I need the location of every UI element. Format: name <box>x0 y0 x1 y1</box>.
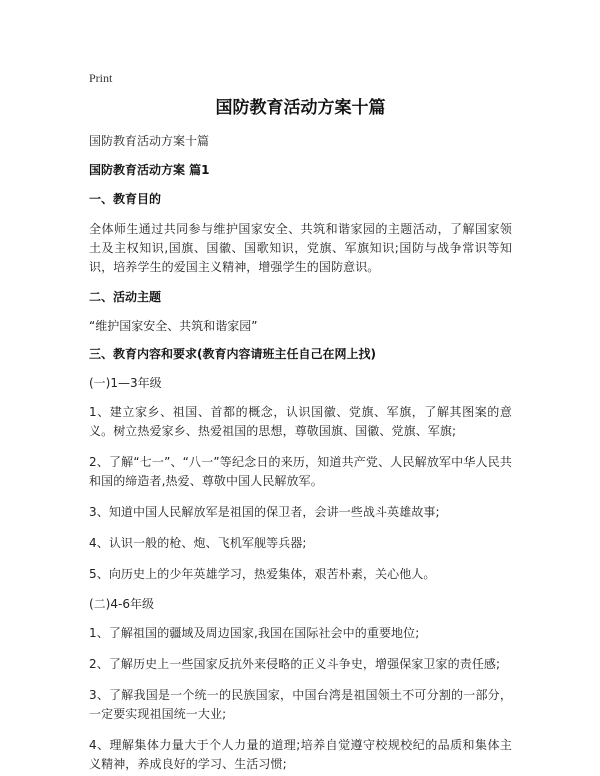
list-item: 2、了解历史上一些国家反抗外来侵略的正义斗争史，增强保家卫家的责任感; <box>89 657 501 671</box>
grade-label-4-6: (二)4-6年级 <box>89 597 154 611</box>
section-text-purpose: 全体师生通过共同参与维护国家安全、共筑和谐家园的主题活动，了解国家领土及主权知识,国旗、国徽、国歌知识，党旗、军旗知识;国防与战争常识等知识，培养学生的爱国主义精神，增强学生的国防意识。 <box>89 222 512 274</box>
list-item: 1、了解祖国的疆域及周边国家,我国在国际社会中的重要地位; <box>89 626 420 640</box>
section-heading-purpose: 一、教育目的 <box>89 192 162 206</box>
document-title: 国防教育活动方案十篇 <box>215 98 386 118</box>
section-heading-theme: 二、活动主题 <box>89 290 162 304</box>
section-heading-content: 三、教育内容和要求(教育内容请班主任自己在网上找) <box>89 347 376 361</box>
list-item: 3、了解我国是一个统一的民族国家，中国台湾是祖国领土不可分割的一部分，一定要实现祖国统一大业; <box>89 688 512 721</box>
document-subtitle: 国防教育活动方案十篇 <box>89 134 210 148</box>
grade-label-1-3: (一)1—3年级 <box>89 376 162 390</box>
list-item: 3、知道中国人民解放军是祖国的保卫者，会讲一些战斗英雄故事; <box>89 505 440 519</box>
list-item: 4、认识一般的枪、炮、飞机军舰等兵器; <box>89 536 307 550</box>
list-item: 4、理解集体力量大于个人力量的道理;培养自觉遵守校规校纪的品质和集体主义精神，养成良好的学习、生活习惯; <box>89 738 512 771</box>
list-item: 5、向历史上的少年英雄学习，热爱集体，艰苦朴素，关心他人。 <box>89 567 436 581</box>
print-label: Print <box>89 71 113 85</box>
section-text-theme: “维护国家安全、共筑和谐家园” <box>89 319 258 333</box>
part-title: 国防教育活动方案 篇1 <box>89 163 210 177</box>
list-item: 2、了解“七一”、“八一”等纪念日的来历，知道共产党、人民解放军中华人民共和国的缔造者,热爱、尊敬中国人民解放军。 <box>89 455 512 488</box>
list-item: 1、建立家乡、祖国、首都的概念，认识国徽、党旗、军旗，了解其图案的意义。树立热爱家乡、热爱祖国的思想，尊敬国旗、国徽、党旗、军旗; <box>89 405 512 438</box>
